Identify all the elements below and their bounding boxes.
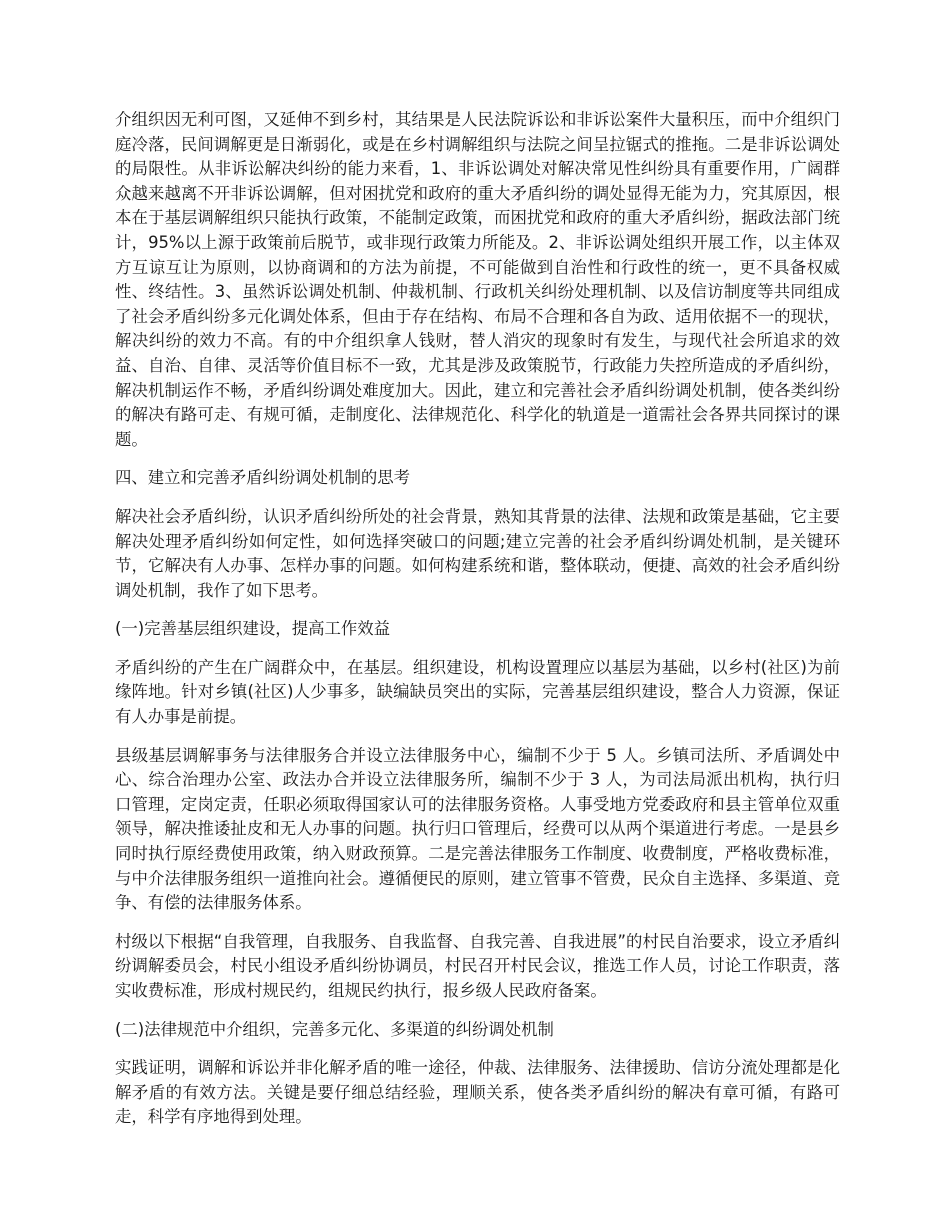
paragraph-intro-continuation: 介组织因无利可图，又延伸不到乡村，其结果是人民法院诉讼和非诉讼案件大量积压，而中介组织门庭冷落，民间调解更是日渐弱化，或是在乡村调解组织与法院之间呈拉锯式的推拖。二是非诉讼调处的局限性。从非诉讼解决纠纷的能力来看，1、非诉讼调处对解决常见性纠纷具有重要作用，广阔群众越来越离不开非诉讼调解，但对困扰党和政府的重大矛盾纠纷的调处显得无能为力，究其原因，根本在于基层调解组织只能执行政策，不能制定政策，而困扰党和政府的重大矛盾纠纷，据政法部门统计，95%以上源于政策前后脱节，或非现行政策力所能及。2、非诉讼调处组织开展工作，以主体双方互谅互让为原则，以协商调和的方法为前提，不可能做到自治性和行政性的统一，更不具备权威性、终结性。3、虽然诉讼调处机制、仲裁机制、行政机关纠纷处理机制、以及信访制度等共同组成了社会矛盾纠纷多元化调处体系，但由于存在结构、布局不合理和各自为政、适用依据不一的现状，解决纠纷的效力不高。有的中介组织拿人钱财，替人消灾的现象时有发生，与现代社会所追求的效益、自治、自律、灵活等价值目标不一致，尤其是涉及政策脱节，行政能力失控所造成的矛盾纠纷，解决机制运作不畅，矛盾纠纷调处难度加大。因此，建立和完善社会矛盾纠纷调处机制，使各类纠纷的解决有路可走、有规可循，走制度化、法律规范化、科学化的轨道是一道需社会各界共同探讨的课题。 (115, 110, 840, 449)
section-heading-four: 四、建立和完善矛盾纠纷调处机制的思考 (115, 468, 411, 488)
document-body (115, 108, 840, 1144)
paragraph-practice: 实践证明，调解和诉讼并非化解矛盾的唯一途径，仲裁、法律服务、法律援助、信访分流处理都是化解矛盾的有效方法。关键是要仔细总结经验，理顺关系，使各类矛盾纠纷的解决有章可循，有路可走，科学有序地得到处理。 (115, 1058, 840, 1127)
paragraph-village-level: 村级以下根据“自我管理，自我服务、自我监督、自我完善、自我进展”的村民自治要求，设立矛盾纠纷调解委员会，村民小组设矛盾纠纷协调员，村民召开村民会议，推选工作人员，讨论工作职责，落实收费标准，形成村规民约，组规民约执行，报乡级人民政府备案。 (115, 931, 840, 1000)
paragraph-county-level: 县级基层调解事务与法律服务合并设立法律服务中心，编制不少于 5 人。乡镇司法所、矛盾调处中心、综合治理办公室、政法办合并设立法律服务所，编制不少于 3 人，为司法局派出机构，执行归口管理，定岗定责，任职必须取得国家认可的法律服务资格。人事受地方党委政府和县主管单位双重领导，解决推诿扯皮和无人办事的问题。执行归口管理后，经费可以从两个渠道进行考虑。一是县乡同时执行原经费使用政策，纳入财政预算。二是完善法律服务工作制度、收费制度，严格收费标准，与中介法律服务组织一道推向社会。遵循便民的原则，建立管事不管费，民众自主选择、多渠道、竞争、有偿的法律服务体系。 (115, 745, 840, 913)
paragraph-section-four-intro: 解决社会矛盾纠纷，认识矛盾纠纷所处的社会背景，熟知其背景的法律、法规和政策是基础，它主要解决处理矛盾纠纷如何定性，如何选择突破口的问题;建立完善的社会矛盾纠纷调处机制，是关键环节，它解决有人办事、怎样办事的问题。如何构建系统和谐，整体联动，便捷、高效的社会矛盾纠纷调处机制，我作了如下思考。 (115, 506, 840, 600)
paragraph-grassroots: 矛盾纠纷的产生在广阔群众中，在基层。组织建设，机构设置理应以基层为基础，以乡村(社区)为前缘阵地。针对乡镇(社区)人少事多，缺编缺员突出的实际，完善基层组织建设，整合人力资源，保证有人办事是前提。 (115, 657, 840, 727)
subheading-two: (二)法律规范中介组织，完善多元化、多渠道的纠纷调处机制 (115, 1019, 554, 1039)
subheading-one: (一)完善基层组织建设，提高工作效益 (115, 619, 391, 639)
